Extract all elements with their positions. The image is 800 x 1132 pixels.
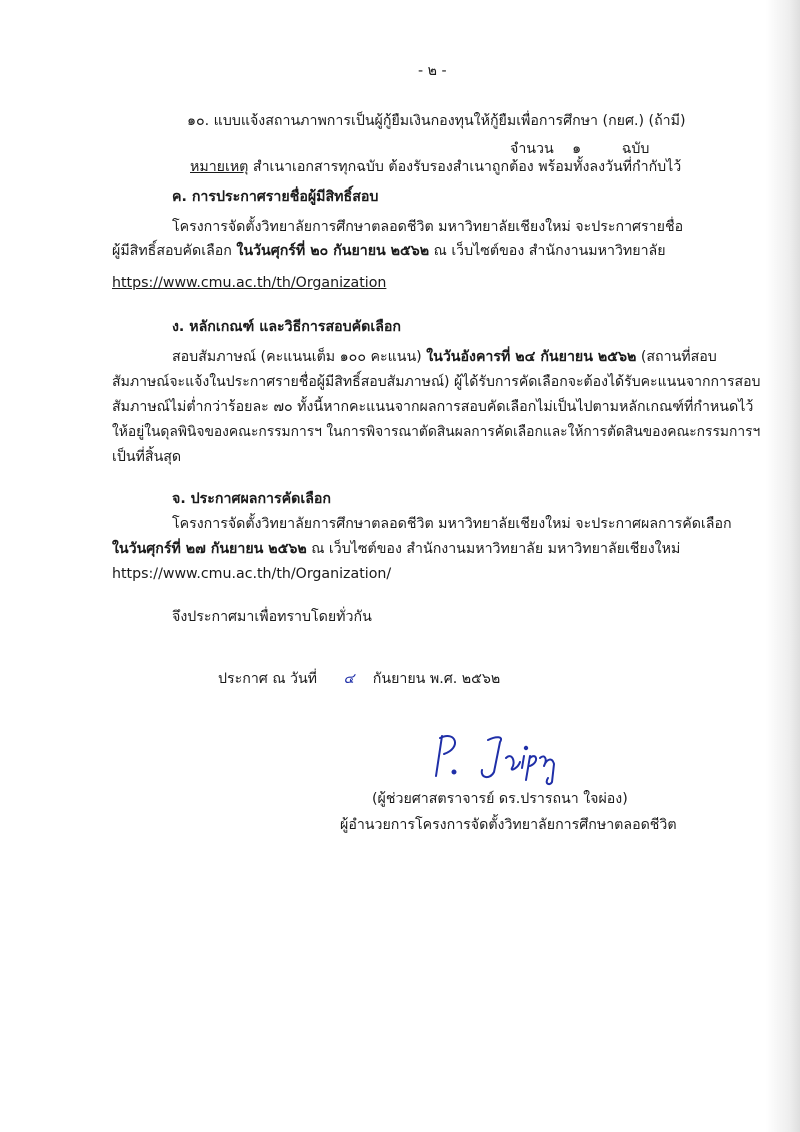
section-c-line2 bbox=[112, 240, 666, 262]
page-number: - ๒ - bbox=[418, 63, 447, 79]
section-e-heading: จ. ประกาศผลการคัดเลือก bbox=[172, 491, 331, 507]
section-e-date: ในวันศุกร์ที่ ๒๗ กันยายน ๒๕๖๒ bbox=[112, 541, 307, 557]
signer-position: ผู้อำนวยการโครงการจัดตั้งวิทยาลัยการศึกษาตลอดชีวิต bbox=[340, 817, 677, 833]
announce-month-year: กันยายน พ.ศ. ๒๕๖๒ bbox=[372, 671, 501, 687]
announce-date bbox=[218, 668, 500, 690]
section-c-line2-c: ณ เว็บไซต์ของ สำนักงานมหาวิทยาลัย bbox=[433, 243, 666, 259]
item-10-text: ๑๐. แบบแจ้งสถานภาพการเป็นผู้กู้ยืมเงินกองทุนให้กู้ยืมเพื่อการศึกษา (กยศ.) (ถ้ามี) bbox=[187, 113, 686, 129]
announce-prefix: ประกาศ ณ วันที่ bbox=[218, 671, 318, 687]
count-value: ๑ bbox=[572, 141, 582, 157]
announce-day: ๔ bbox=[343, 671, 355, 687]
section-c-url[interactable]: https://www.cmu.ac.th/th/Organization bbox=[112, 275, 387, 291]
section-d-line3: สัมภาษณ์ไม่ต่ำกว่าร้อยละ ๗๐ ทั้งนี้หากคะแนนจากผลการสอบคัดเลือกไม่เป็นไปตามหลักเกณฑ์ที่กำหนดไว้ bbox=[112, 399, 754, 415]
section-e-line2-b: ณ เว็บไซต์ของ สำนักงานมหาวิทยาลัย มหาวิทยาลัยเชียงใหม่ bbox=[311, 541, 681, 557]
section-e-line1: โครงการจัดตั้งวิทยาลัยการศึกษาตลอดชีวิต มหาวิทยาลัยเชียงใหม่ จะประกาศผลการคัดเลือก bbox=[172, 516, 732, 532]
signer-name: (ผู้ช่วยศาสตราจารย์ ดร.ปรารถนา ใจผ่อง) bbox=[372, 791, 628, 807]
section-d-date: ในวันอังคารที่ ๒๔ กันยายน ๒๕๖๒ bbox=[426, 349, 637, 365]
section-d-line2: สัมภาษณ์จะแจ้งในประกาศรายชื่อผู้มีสิทธิ์สอบสัมภาษณ์) ผู้ได้รับการคัดเลือกจะต้องได้รับคะแนนจากการสอบ bbox=[112, 374, 761, 390]
count-unit: ฉบับ bbox=[621, 141, 650, 157]
section-c-date: ในวันศุกร์ที่ ๒๐ กันยายน ๒๕๖๒ bbox=[236, 243, 430, 259]
section-e-line2 bbox=[112, 538, 680, 560]
remark-label: หมายเหตุ bbox=[190, 159, 249, 175]
section-d-line1 bbox=[172, 346, 717, 368]
remark-text: สำเนาเอกสารทุกฉบับ ต้องรับรองสำเนาถูกต้อง พร้อมทั้งลงวันที่กำกับไว้ bbox=[252, 159, 682, 175]
closing-text: จึงประกาศมาเพื่อทราบโดยทั่วกัน bbox=[172, 609, 372, 625]
section-c-heading: ค. การประกาศรายชื่อผู้มีสิทธิ์สอบ bbox=[172, 189, 379, 205]
section-d-line4: ให้อยู่ในดุลพินิจของคณะกรรมการฯ ในการพิจารณาตัดสินผลการคัดเลือกและให้การตัดสินของคณะกรรมการฯ bbox=[112, 424, 761, 440]
scan-edge-shadow bbox=[766, 0, 800, 1132]
signature-graphic bbox=[426, 728, 576, 788]
section-d-line1-a: สอบสัมภาษณ์ (คะแนนเต็ม ๑๐๐ คะแนน) bbox=[172, 349, 422, 365]
section-d-heading: ง. หลักเกณฑ์ และวิธีการสอบคัดเลือก bbox=[172, 319, 402, 335]
section-e-url[interactable]: https://www.cmu.ac.th/th/Organization/ bbox=[112, 566, 392, 582]
section-d-line1-c: (สถานที่สอบ bbox=[640, 349, 717, 365]
section-c-line2-a: ผู้มีสิทธิ์สอบคัดเลือก bbox=[112, 243, 232, 259]
count-label: จำนวน bbox=[510, 141, 554, 157]
section-c-line1: โครงการจัดตั้งวิทยาลัยการศึกษาตลอดชีวิต มหาวิทยาลัยเชียงใหม่ จะประกาศรายชื่อ bbox=[172, 219, 684, 235]
section-d-line5: เป็นที่สิ้นสุด bbox=[112, 449, 182, 465]
remark bbox=[190, 156, 681, 178]
